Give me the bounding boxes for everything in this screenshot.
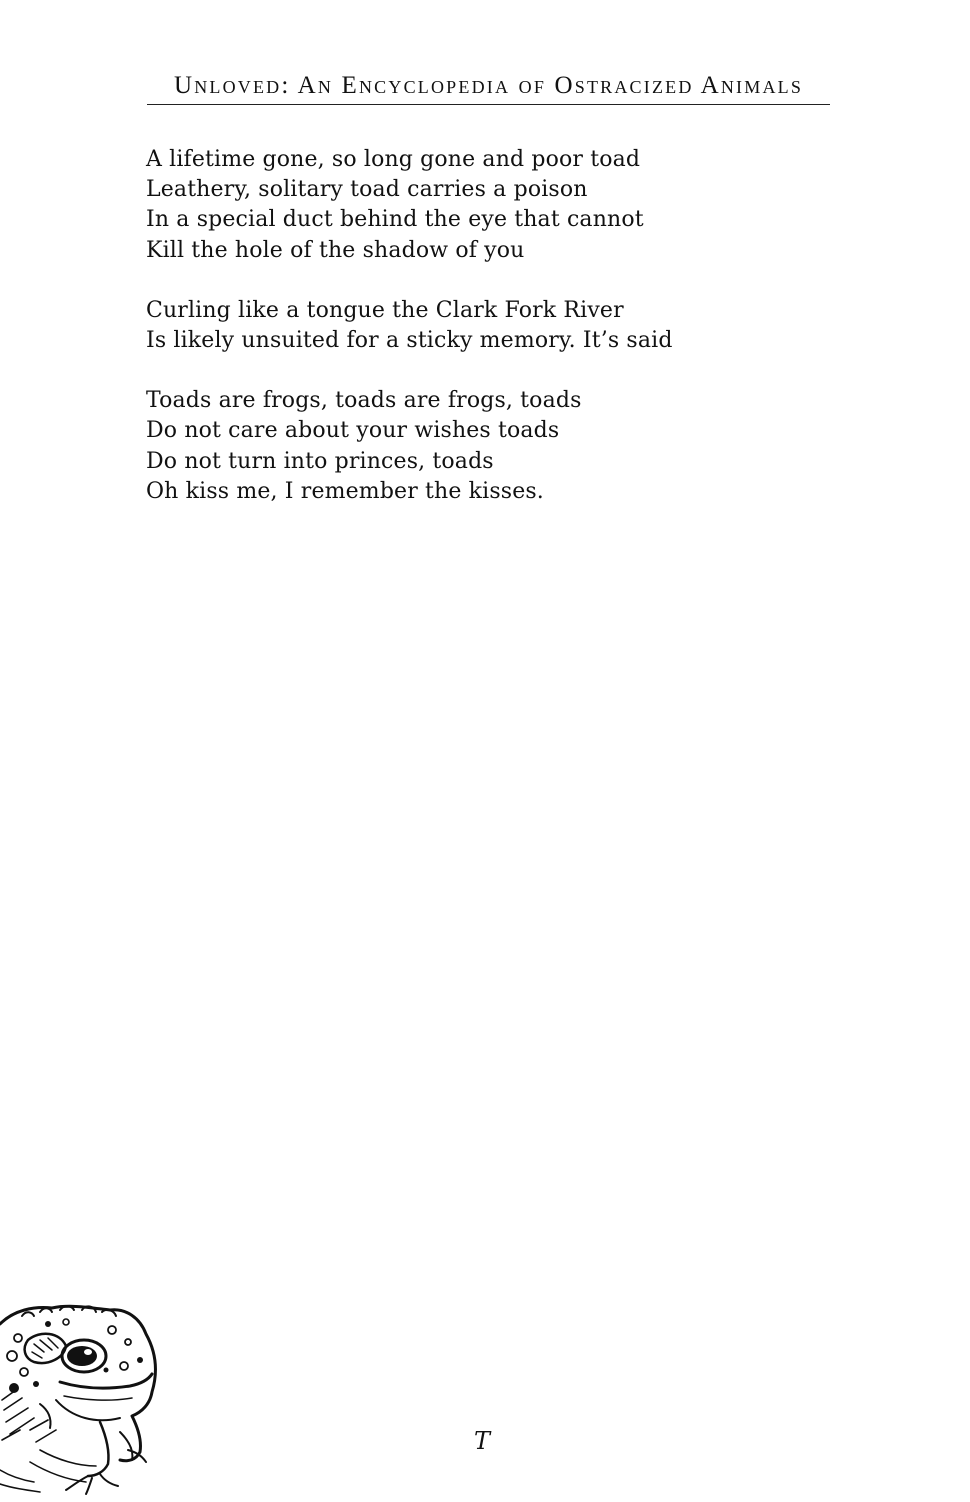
stanza-1 [146, 145, 866, 266]
poem-line: In a special duct behind the eye that cannot [146, 207, 644, 233]
poem [146, 145, 866, 537]
poem-line: Do not turn into princes, toads [146, 448, 494, 474]
poem-line: Curling like a tongue the Clark Fork River [146, 297, 624, 323]
poem-line: Is likely unsuited for a sticky memory. It’s said [146, 328, 673, 354]
poem-line: A lifetime gone, so long gone and poor toad [146, 147, 641, 172]
stanza-2 [146, 296, 866, 356]
stanza-3 [146, 386, 866, 507]
poem-line: Kill the hole of the shadow of you [146, 237, 525, 263]
poem-line: Toads are frogs, toads are frogs, toads [146, 388, 582, 414]
toad-illustration [0, 1300, 160, 1496]
poem-line: Do not care about your wishes toads [146, 418, 560, 444]
poem-line: Leathery, solitary toad carries a poison [146, 177, 588, 203]
section-letter: T [474, 1427, 491, 1455]
running-title: Unloved: An Encyclopedia of Ostracized Animals [173, 72, 804, 99]
poem-line: Oh kiss me, I remember the kisses. [146, 478, 544, 504]
running-header [147, 72, 830, 105]
